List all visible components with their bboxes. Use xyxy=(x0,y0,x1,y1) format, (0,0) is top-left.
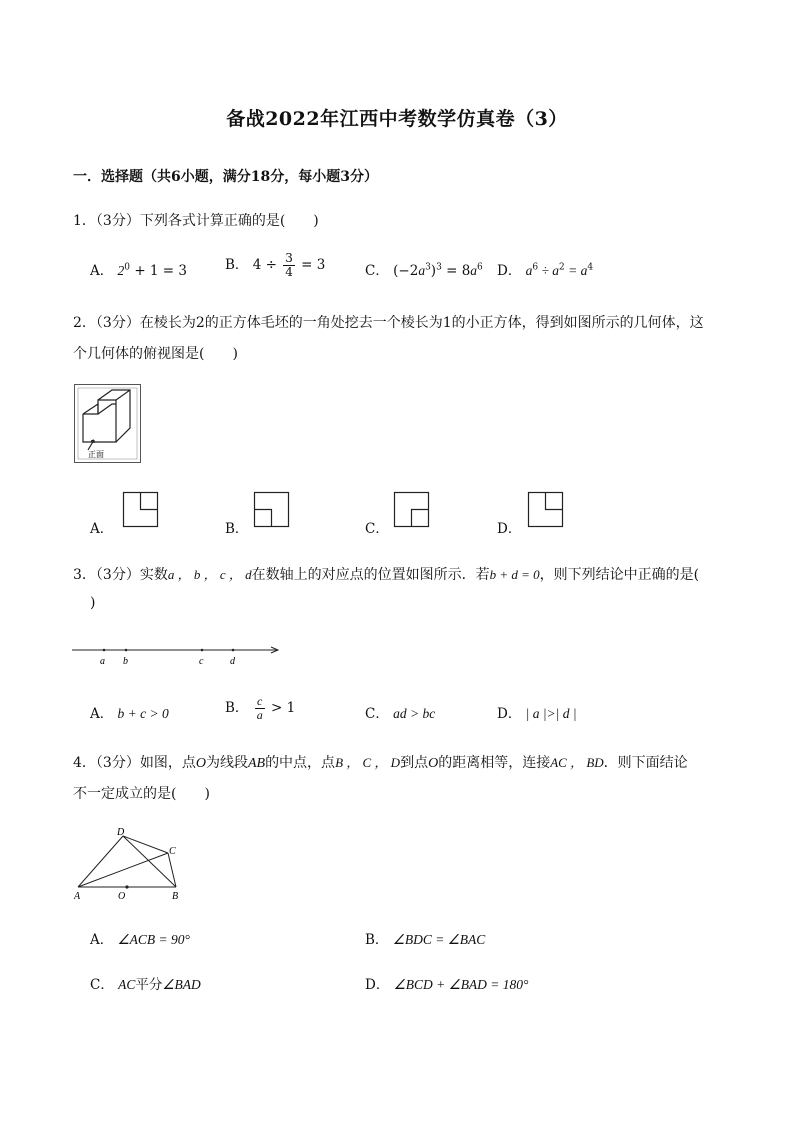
point-label-O: O xyxy=(118,891,126,902)
q3-option-a: A． b + c > 0 xyxy=(90,706,169,722)
q2-option-a-figure xyxy=(123,492,158,527)
svg-text:正面: 正面 xyxy=(88,450,104,459)
q4-option-d: D． ∠BCD + ∠BAD = 180° xyxy=(365,977,529,993)
q2-option-b: B． xyxy=(225,521,249,537)
q4-stem-line1: 4．（3分）如图，点O为线段AB的中点，点B ， C ， D到点O的距离相等，连接AC ， BD．则下面结论 xyxy=(73,755,688,771)
q2-solid-figure xyxy=(74,384,142,464)
point-label-B: B xyxy=(172,891,179,902)
axis-label-b: b xyxy=(123,656,128,667)
point-label-A: A xyxy=(74,891,81,902)
q2-option-a: A． xyxy=(90,521,114,537)
q3-stem-line2: ) xyxy=(90,595,96,611)
q3-option-b: B． $\frac{c}{a}$ > 1 xyxy=(225,694,296,722)
q3-stem-line1: 3．（3分）实数a ， b ， c ， d在数轴上的对应点的位置如图所示．若b + d = 0，则下列结论中正确的是( xyxy=(73,567,700,583)
page-title: 备战2022年江西中考数学仿真卷（3） xyxy=(226,108,568,130)
axis-label-c: c xyxy=(199,656,204,667)
q4-option-b: B． ∠BDC = ∠BAC xyxy=(365,932,486,948)
q2-option-b-figure xyxy=(254,492,289,527)
axis-label-d: d xyxy=(230,656,235,667)
q4-option-c: C． AC平分∠BAD xyxy=(90,977,201,993)
point-label-C: C xyxy=(169,846,176,857)
q1-stem: 1．（3分）下列各式计算正确的是( ) xyxy=(73,213,319,229)
point-label-D: D xyxy=(117,827,125,838)
q2-stem-line2: 个几何体的俯视图是( ) xyxy=(73,346,238,362)
q4-option-a: A． ∠ACB = 90° xyxy=(90,932,190,948)
q2-option-c-figure xyxy=(394,492,429,527)
q2-stem-line1: 2．（3分）在棱长为2的正方体毛坯的一角处挖去一个棱长为1的小正方体，得到如图所示的几何体，这 xyxy=(73,315,704,331)
section-heading: 一．选择题（共6小题，满分18分，每小题3分） xyxy=(73,169,378,185)
q1-option-b: B． 4 ÷ $\frac{3}{4}$ = 3 xyxy=(225,251,326,279)
q4-geometry-figure xyxy=(72,826,184,904)
q2-option-d: D． xyxy=(497,521,522,537)
q1-option-c: C． $(-2a^3)^3 = 8a^6$ xyxy=(365,262,483,279)
q3-option-c: C． ad > bc xyxy=(365,706,436,722)
q1-option-a: A． $2^0 + 1 = 3$ xyxy=(90,262,187,279)
q2-option-c: C． xyxy=(365,521,389,537)
q3-number-line xyxy=(72,644,282,670)
q3-option-d: D． | a |>| d | xyxy=(497,706,577,722)
q4-stem-line2: 不一定成立的是( ) xyxy=(73,786,210,802)
q1-option-d: D． $a^6 \div a^2 = a^4$ xyxy=(497,262,594,279)
axis-label-a: a xyxy=(100,656,105,667)
q2-option-d-figure xyxy=(528,492,563,527)
